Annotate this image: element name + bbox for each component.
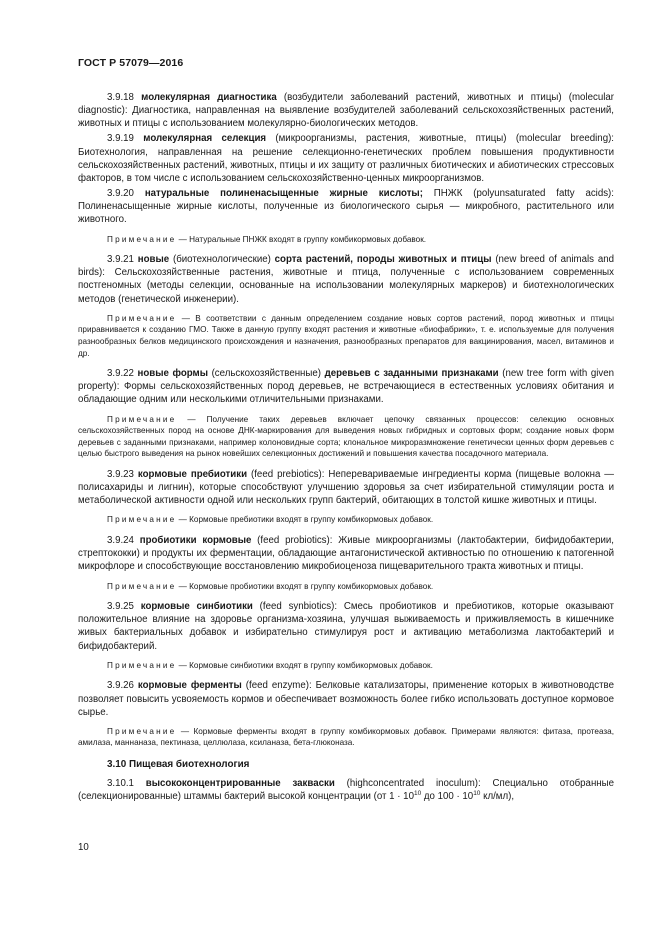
- entry-number: 3.9.25: [107, 601, 134, 613]
- entry-term: молекулярная селекция: [143, 133, 267, 145]
- entry-number: 3.10.1: [107, 778, 134, 790]
- note-label: Примечание: [107, 414, 177, 424]
- note-text: Кормовые ферменты входят в группу комбикормовых добавок. Примерами являются: фитаза, протеаза, амилаза, маннаназа, пектиназа, целлюлаза, ксиланаза, бета-глюконаза.: [78, 726, 614, 748]
- section-number: 3.10: [107, 759, 127, 770]
- entry-text: (возбудители заболеваний растений, животных и птицы) (molecular diagnostic): Диагностика, направленная на выявление возбудителей заболеваний сельскохозяйственных растений, животных и птицы с использованием молекулярно-биологических методов.: [78, 92, 614, 130]
- entry-number: 3.9.23: [107, 469, 134, 480]
- entry-qualifier: (сельскохозяйственные): [208, 368, 325, 380]
- entry-term: сорта растений, породы животных и птицы: [274, 254, 492, 266]
- entry-term: натуральные полиненасыщенные жирные кислоты;: [144, 188, 423, 200]
- entry-text: (highconcentrated inoculum): Специально отобранные (селекционированные) штаммы бактерий высокой концентрации (от 1 · 10: [78, 778, 614, 803]
- entries-list: [78, 91, 614, 749]
- note-text: Получение таких деревьев включает цепочку связанных процессов: селекцию основных сельскохозяйственных пород на основе ДНК-маркирования для выведения новых гибридных и сортовых форм; создание новых форм деревьев с заданными признаками, например колоновидные сорта; клональное микроразмножение генетически ценных форм деревьев с целью быстрого выведения на рынок новейших селекционных достижений и повышения качества посадочного материала.: [78, 414, 614, 459]
- entry-3-9-22: [78, 367, 614, 406]
- entry-term: деревьев с заданными признаками: [324, 368, 499, 380]
- entry-3-9-26: [78, 679, 614, 718]
- note-dash: —: [176, 726, 194, 736]
- entry-number: 3.9.20: [107, 188, 134, 200]
- entry-number: 3.9.21: [107, 254, 134, 266]
- entry-number: 3.9.26: [107, 680, 134, 692]
- entry-text: (микроорганизмы, растения, животные, птицы) (molecular breeding): Биотехнология, направленная на решение селекционно-генетических проблем повышения продуктивности сельскохозяйственных растений, животных, птицы и их защиту от различных биотических и абиотических стрессовых факторов, в том числе с использованием сельскохозяйственно-ценных микроорганизмов.: [78, 133, 615, 184]
- note-label: Примечание: [107, 515, 177, 525]
- exponent: 10: [473, 790, 481, 798]
- entry-3-9-19: [78, 132, 614, 185]
- entry-term: кормовые пребиотики: [137, 469, 248, 480]
- entry-note: [78, 414, 614, 460]
- entry-term: кормовые синбиотики: [140, 601, 253, 613]
- entry-note: [78, 660, 614, 672]
- entry-3-10-1: [78, 777, 614, 803]
- entry-term: молекулярная диагностика: [141, 92, 277, 103]
- entry-term: высококонцентрированные закваски: [145, 778, 335, 790]
- entry-text: (feed prebiotics): Неперевариваемые ингредиенты корма (пищевые волокна — полисахариды и лигнин), которые способствуют улучшению здоровья за счет избирательной стимуляции роста и метаболической активности одной или нескольких групп бактерий, обитающих в толстой кишке животных и птицы.: [78, 469, 614, 507]
- note-text: Натуральные ПНЖК входят в группу комбикормовых добавок.: [189, 234, 427, 244]
- entry-note: [78, 514, 614, 526]
- entry-text: (new breed of animals and birds): Сельскохозяйственные растения, животные и птица, полученные с использованием современных постгеномных (методы селекции, основанные на использовании молекулярных маркеров) и биотехнологических методов (генетической инженерии).: [78, 254, 614, 305]
- note-label: Примечание: [107, 726, 177, 736]
- entry-text: (feed probiotics): Живые микроорганизмы (лактобактерии, бифидобактерии, стрептококки) и продукты их ферментации, обладающие антагонистической активностью по отношению к патогенной микрофлоре и способствующие восстановлению микробиоценоза пищеварительного тракта животных и птицы.: [78, 535, 614, 573]
- note-dash: —: [176, 313, 196, 323]
- entry-note: [78, 726, 614, 749]
- entry-text: до 100 · 10: [421, 791, 474, 803]
- entry-text: (feed enzyme): Белковые катализаторы, применение которых в животноводстве позволяет повысить усвояемость кормов и обеспечивает возможность более гибко использовать доступное кормовое сырье.: [78, 680, 614, 718]
- entry-qualifier: (биотехнологические): [169, 254, 275, 266]
- entry-term: кормовые ферменты: [137, 680, 242, 692]
- document-header: ГОСТ Р 57079—2016: [78, 57, 184, 69]
- note-label: Примечание: [107, 313, 177, 323]
- exponent: 10: [413, 790, 422, 798]
- note-text: Кормовые синбиотики входят в группу комбикормовых добавок.: [189, 660, 433, 670]
- entry-text: (new tree form with given property): Формы сельскохозяйственных пород деревьев, не встречающиеся в естественных условиях обитания и обладающие одним или несколькими отличительными признаками.: [78, 368, 614, 406]
- note-text: Кормовые пробиотики входят в группу комбикормовых добавок.: [189, 581, 434, 591]
- entry-term: новые формы: [137, 368, 208, 380]
- note-label: Примечание: [107, 581, 177, 591]
- entry-term: пробиотики кормовые: [139, 535, 252, 547]
- entry-3-9-21: [78, 253, 614, 306]
- note-dash: —: [176, 515, 190, 525]
- section-title: Пищевая биотехнология: [126, 759, 250, 770]
- entry-3-9-25: [78, 600, 614, 653]
- note-text: Кормовые пребиотики входят в группу комбикормовых добавок.: [189, 515, 434, 525]
- entry-text: (feed synbiotics): Смесь пробиотиков и пребиотиков, которые оказывают положительное влияние на здоровье организма-хозяина, улучшая выживаемость и приживляемость в кишечнике живых бактериальных добавок и избирательно стимулируя рост и активацию метаболизма лактобактерий и бифидобактерий.: [78, 601, 614, 652]
- entry-3-9-23: [78, 468, 614, 507]
- note-dash: —: [176, 234, 190, 244]
- entry-note: [78, 234, 614, 246]
- entry-3-9-24: [78, 534, 614, 573]
- entry-term: новые: [137, 254, 170, 266]
- note-dash: —: [176, 414, 207, 424]
- entry-number: 3.9.18: [107, 92, 134, 103]
- entry-3-9-18: [78, 91, 614, 130]
- entry-3-9-20: [78, 187, 614, 226]
- page-number: 10: [78, 842, 89, 853]
- note-label: Примечание: [107, 660, 177, 670]
- note-dash: —: [176, 581, 190, 591]
- entry-text: кл/мл),: [480, 791, 515, 803]
- entry-number: 3.9.24: [107, 535, 134, 547]
- section-heading: [78, 758, 614, 771]
- entry-note: [78, 313, 614, 359]
- note-dash: —: [176, 660, 190, 670]
- entry-note: [78, 581, 614, 593]
- entry-number: 3.9.19: [107, 133, 134, 145]
- entry-text: ПНЖК (polyunsaturated fatty acids): Полиненасыщенные жирные кислоты, полученные из биологического сырья — микробного, растительного или животного.: [78, 188, 614, 226]
- note-label: Примечание: [107, 234, 177, 244]
- note-text: В соответствии с данным определением создание новых сортов растений, пород животных и птицы приравнивается к созданию ГМО. Также в данную группу входят растения и животные «биофабрики», т. е. используемые для получения разнообразных белков медицинского происхождения и назначения, разнообразных препаратов для вакцинирования, масел, витаминов и др.: [78, 313, 614, 358]
- document-body: [78, 91, 614, 805]
- entry-number: 3.9.22: [107, 368, 134, 380]
